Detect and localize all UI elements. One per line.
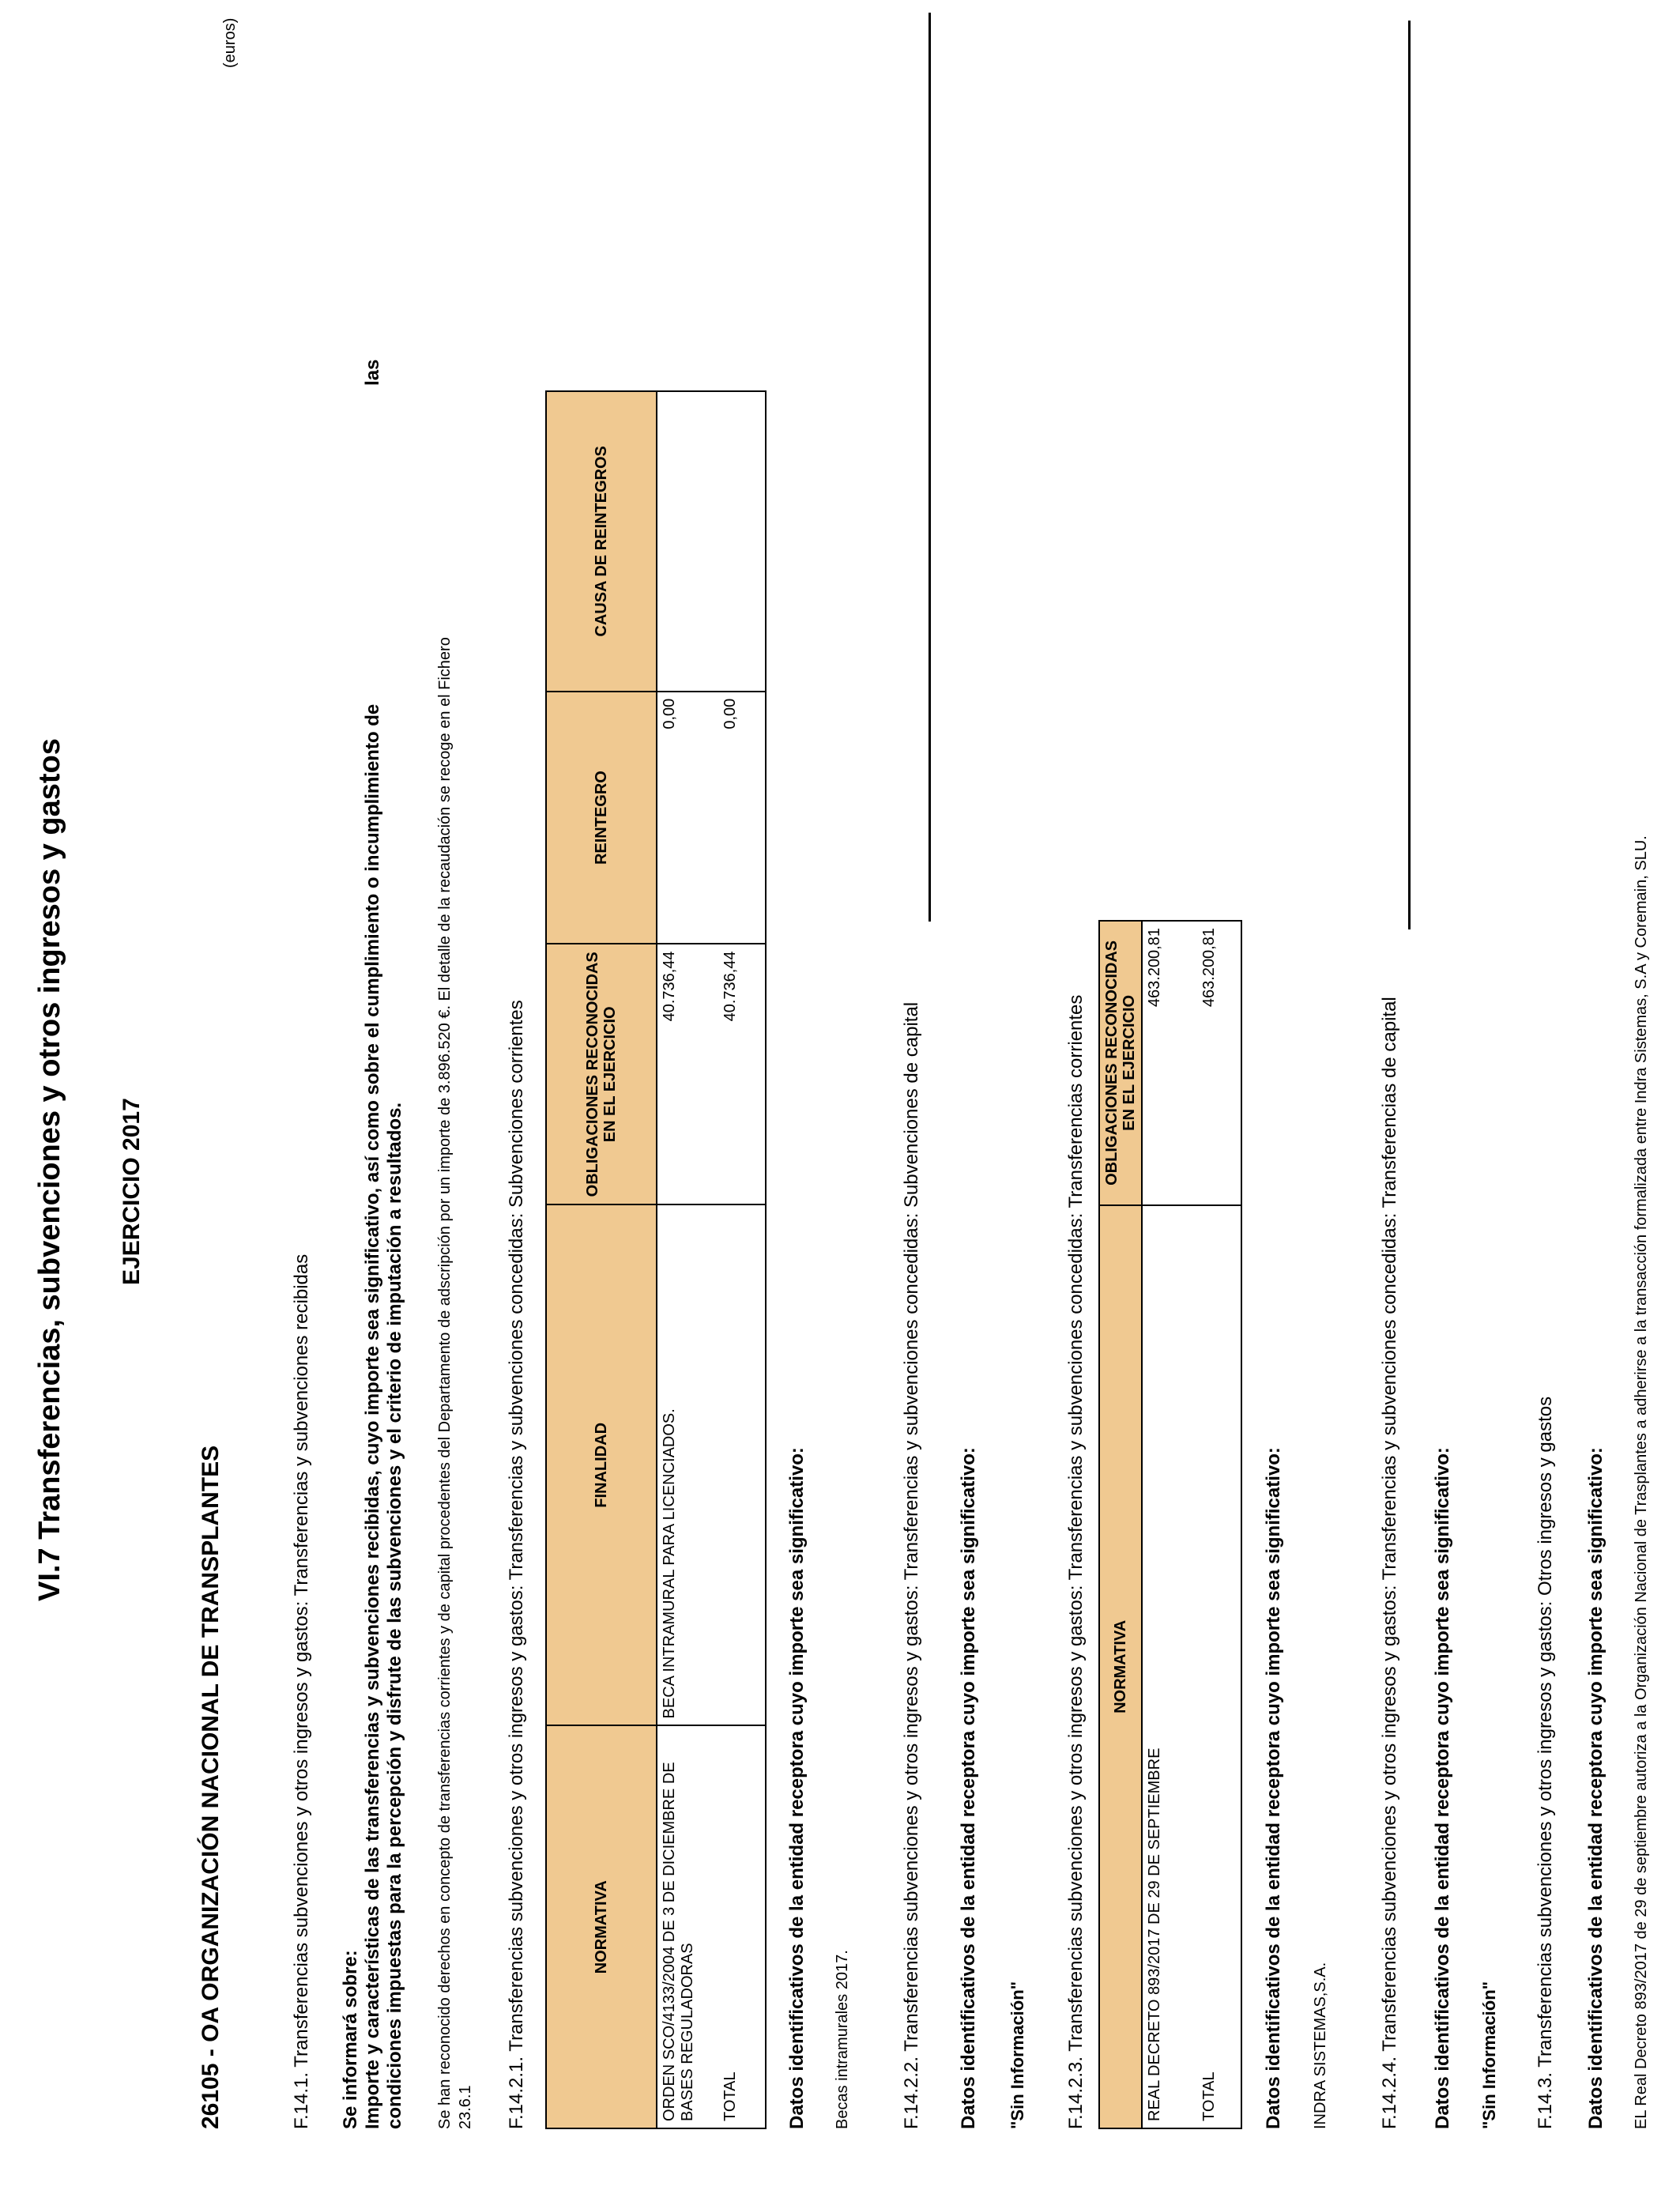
f1424-datos-value: "Sin Información" [1479,1981,1499,2129]
cell-obligaciones: 463.200,81 [1142,921,1197,1205]
divider [1408,21,1411,929]
units-label: (euros) [221,17,239,68]
ejercicio-label: EJERCICIO 2017 [119,1098,145,1285]
total-label: TOTAL [1197,1205,1241,2128]
cell-normativa: ORDEN SCO/4133/2004 DE 3 DE DICIEMBRE DE BASES REGULADORAS [657,1725,718,2128]
total-row [1197,921,1241,2128]
f1423-heading: F.14.2.3. Transferencias subvenciones y otros ingresos y gastos: Transferencias y subvenciones concedidas: Transferencias corrientes [1065,994,1087,2129]
organization-title: 26105 - OA ORGANIZACIÓN NACIONAL DE TRANSPLANTES [198,1445,224,2129]
col-obligaciones: OBLIGACIONES RECONOCIDAS EN EL EJERCICIO [546,944,657,1204]
total-row [718,391,766,2128]
f1422-datos-value: "Sin Información" [1008,1981,1027,2129]
col-causa: CAUSA DE REINTEGROS [546,391,657,692]
col-reintegro: REINTEGRO [546,692,657,944]
f141-inform-line1: Importe y características de las transferencias y subvenciones recibidas, cuyo importe sea significativo, así como sobre el cumplimiento o incumplimiento de [362,703,383,2129]
f141-inform-line2: condiciones impuestas para la percepción y disfrute de las subvenciones y el criterio de imputación a resultados. [384,1102,405,2129]
f1421-table [545,390,767,2129]
f143-datos-value: EL Real Decreto 893/2017 de 29 de septiembre autoriza a la Organización Nacional de Trasplantes a adherirse a la transacción formalizada entre Indra Sistemas, S.A y Coremain, SLU. [1633,835,1650,2129]
col-finalidad: FINALIDAD [546,1204,657,1725]
cell-reintegro: 0,00 [657,692,718,944]
f141-note-line2: 23.6.1 [457,2085,474,2129]
f141-heading: F.14.1. Transferencias subvenciones y otros ingresos y gastos: Transferencias y subvenciones recibidas [291,1253,312,2129]
table-row [1142,921,1197,2128]
f143-heading: F.14.3. Transferencias subvenciones y otros ingresos y gastos: Otros ingresos y gastos [1535,1396,1556,2129]
page-title: VI.7 Transferencias, subvenciones y otros ingresos y gastos [33,738,66,1601]
divider [929,13,931,922]
f1422-heading: F.14.2.2. Transferencias subvenciones y otros ingresos y gastos: Transferencias y subvenciones concedidas: Subvenciones de capital [901,1001,922,2129]
f1423-datos-label: Datos identificativos de la entidad receptora cuyo importe sea significativo: [1263,1447,1284,2129]
cell-obligaciones: 40.736,44 [657,944,718,1204]
total-reintegro: 0,00 [718,692,766,944]
f143-datos-label: Datos identificativos de la entidad receptora cuyo importe sea significativo: [1585,1447,1607,2129]
f141-note-line1: Se han reconocido derechos en concepto de transferencias corrientes y de capital procedentes del Departamento de adscripción por un importe de 3.896.520 €. El detalle de la recaudación se recoge en el Fichero [436,637,454,2129]
col-obligaciones: OBLIGACIONES RECONOCIDAS EN EL EJERCICIO [1099,921,1142,1205]
f141-inform-line1-end: las [362,359,383,386]
f1421-datos-value: Becas intramurales 2017. [834,1950,851,2129]
cell-finalidad: BECA INTRAMURAL PARA LICENCIADOS. [657,1204,718,1725]
f1421-heading: F.14.2.1. Transferencias subvenciones y otros ingresos y gastos: Transferencias y subvenciones concedidas: Subvenciones corrientes [506,1000,527,2129]
col-normativa: NORMATIVA [1099,1205,1142,2128]
f1423-table [1098,920,1242,2129]
f1423-datos-value: INDRA SISTEMAS,S.A. [1312,1962,1329,2129]
f141-inform-title: Se informará sobre: [340,1950,361,2129]
cell-normativa: REAL DECRETO 893/2017 DE 29 DE SEPTIEMBRE [1142,1205,1197,2128]
table-row [657,391,718,2128]
total-obligaciones: 40.736,44 [718,944,766,1204]
f1424-datos-label: Datos identificativos de la entidad receptora cuyo importe sea significativo: [1432,1447,1453,2129]
cell-causa [657,391,718,692]
f1422-datos-label: Datos identificativos de la entidad receptora cuyo importe sea significativo: [958,1447,979,2129]
col-normativa: NORMATIVA [546,1725,657,2128]
f1421-datos-label: Datos identificativos de la entidad receptora cuyo importe sea significativo: [786,1447,808,2129]
f1424-heading: F.14.2.4. Transferencias subvenciones y otros ingresos y gastos: Transferencias y subvenciones concedidas: Transferencias de capital [1379,997,1400,2129]
total-label: TOTAL [718,1725,766,2128]
total-obligaciones: 463.200,81 [1197,921,1241,1205]
